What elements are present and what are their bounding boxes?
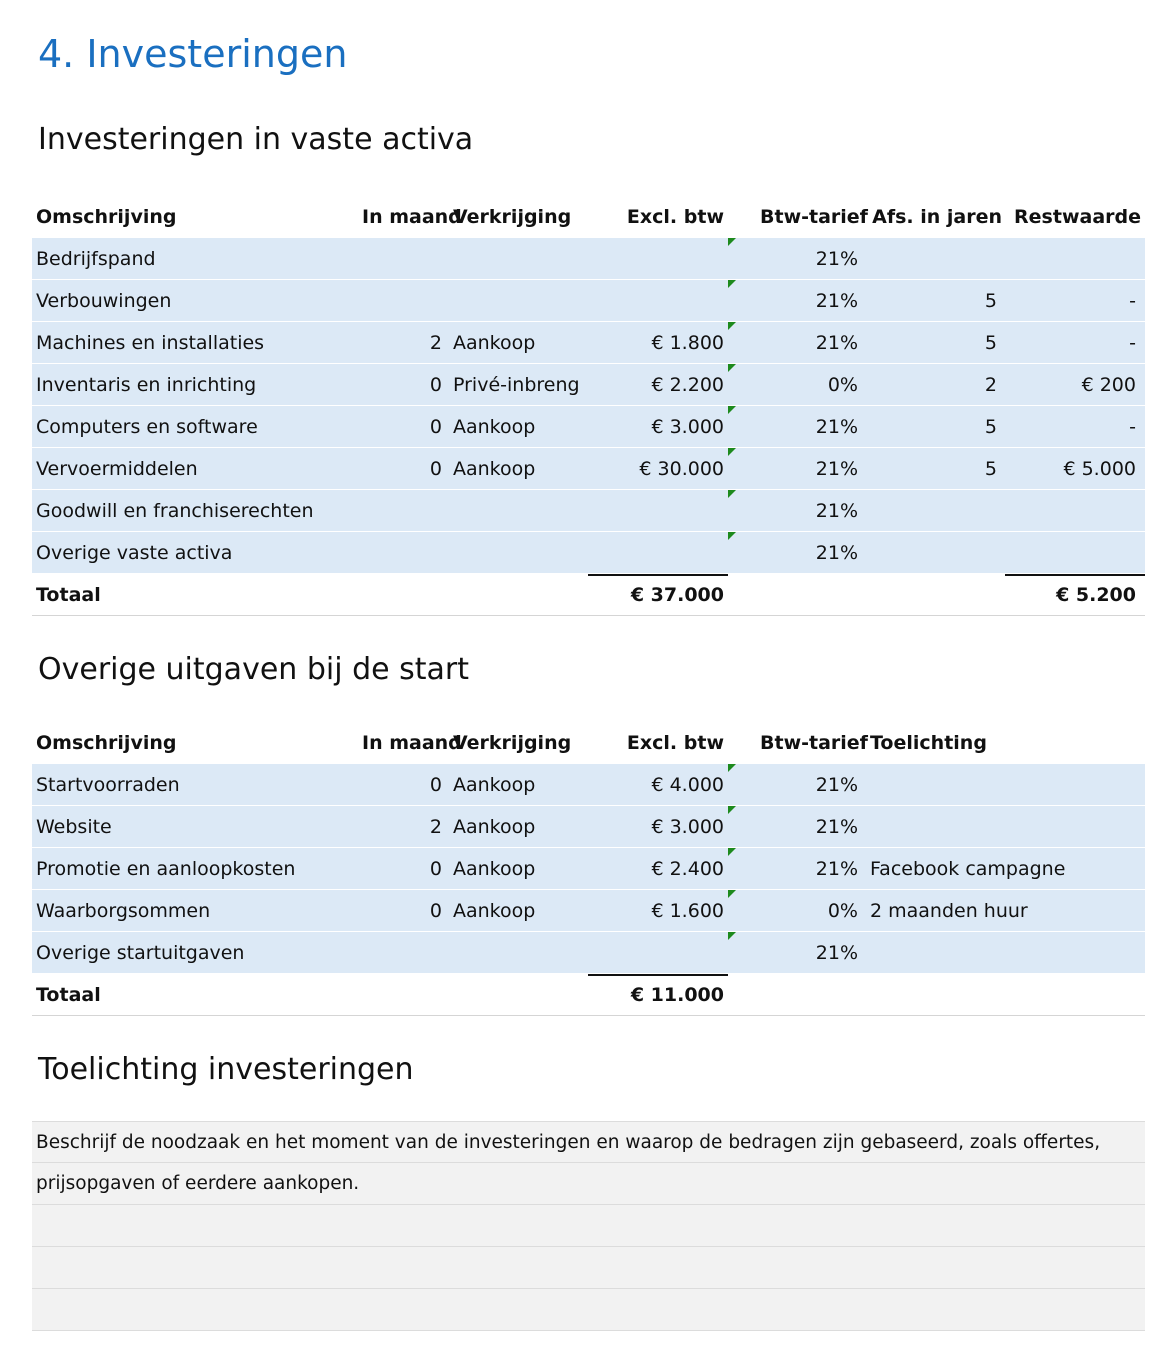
total-row [32, 974, 1145, 1016]
cell-btw-tarief: 21% [815, 416, 858, 438]
cell-in-maand[interactable] [362, 238, 442, 280]
cell-toelichting[interactable]: Facebook campagne [870, 858, 1066, 880]
comment-marker-icon[interactable] [728, 406, 736, 414]
cell-verkrijging[interactable]: Aankoop [453, 900, 536, 922]
cell-btw-tarief: 21% [815, 774, 858, 796]
cell-verkrijging[interactable] [453, 532, 598, 574]
cell-in-maand[interactable]: 0 [429, 458, 442, 480]
total-row [32, 574, 1145, 616]
cell-btw-tarief: 21% [815, 500, 858, 522]
cell-omschrijving: Goodwill en franchiserechten [36, 500, 314, 522]
comment-marker-icon[interactable] [728, 848, 736, 856]
cell-verkrijging[interactable] [453, 238, 598, 280]
cell-excl-btw[interactable] [602, 238, 724, 280]
toelichting-line[interactable] [32, 1205, 1145, 1247]
cell-omschrijving: Vervoermiddelen [36, 458, 198, 480]
cell-toelichting[interactable]: 2 maanden huur [870, 900, 1028, 922]
cell-in-maand[interactable] [362, 532, 442, 574]
table-row [32, 764, 1145, 806]
cell-verkrijging[interactable]: Aankoop [453, 816, 536, 838]
cell-excl-btw[interactable]: € 1.600 [651, 900, 724, 922]
cell-in-maand[interactable]: 2 [429, 332, 442, 354]
cell-excl-btw[interactable]: € 1.800 [651, 332, 724, 354]
total-underline [1005, 574, 1145, 576]
cell-omschrijving: Bedrijfspand [36, 248, 156, 270]
header-row [32, 722, 1145, 764]
cell-afs-jaren: 5 [984, 332, 997, 354]
cell-restwaarde: € 5.200 [1056, 584, 1136, 606]
cell-afs-jaren: 2 [984, 374, 997, 396]
cell-excl-btw[interactable]: € 2.400 [651, 858, 724, 880]
table-row [32, 848, 1145, 890]
cell-omschrijving: Verbouwingen [36, 290, 172, 312]
cell-toelichting[interactable] [870, 806, 1140, 848]
cell-restwaarde [1007, 238, 1136, 280]
section-title-overige-uitgaven: Overige uitgaven bij de start [38, 652, 469, 687]
cell-omschrijving: Computers en software [36, 416, 258, 438]
cell-excl-btw: € 11.000 [630, 984, 724, 1006]
cell-btw-tarief: 0% [827, 900, 858, 922]
header-in-maand: In maand [362, 732, 462, 754]
cell-btw-tarief: 21% [815, 458, 858, 480]
cell-omschrijving: Overige startuitgaven [36, 942, 245, 964]
table-row [32, 532, 1145, 574]
cell-verkrijging[interactable]: Aankoop [453, 332, 536, 354]
cell-afs-jaren [872, 238, 997, 280]
total-underline [588, 974, 728, 976]
table-row [32, 932, 1145, 974]
cell-in-maand[interactable] [362, 932, 442, 974]
header-afs-jaren: Afs. in jaren [872, 206, 1002, 228]
cell-omschrijving: Overige vaste activa [36, 542, 233, 564]
cell-restwaarde: - [1129, 290, 1136, 312]
table-row [32, 890, 1145, 932]
cell-excl-btw[interactable] [602, 932, 724, 974]
cell-in-maand[interactable]: 0 [429, 774, 442, 796]
cell-omschrijving: Inventaris en inrichting [36, 374, 257, 396]
overige-uitgaven-table [32, 722, 1145, 1016]
table-row [32, 280, 1145, 322]
header-excl-btw: Excl. btw [626, 732, 724, 754]
cell-btw-tarief: 0% [827, 374, 858, 396]
comment-marker-icon[interactable] [728, 532, 736, 540]
header-omschrijving: Omschrijving [36, 732, 177, 754]
table-row [32, 448, 1145, 490]
comment-marker-icon[interactable] [728, 448, 736, 456]
toelichting-line[interactable] [32, 1289, 1145, 1331]
section-title-vaste-activa: Investeringen in vaste activa [38, 122, 474, 157]
cell-btw-tarief: 21% [815, 290, 858, 312]
cell-excl-btw[interactable]: € 4.000 [651, 774, 724, 796]
table-row [32, 364, 1145, 406]
comment-marker-icon[interactable] [728, 238, 736, 246]
cell-afs-jaren: 5 [984, 416, 997, 438]
header-verkrijging: Verkrijging [453, 732, 572, 754]
cell-restwaarde: - [1129, 332, 1136, 354]
table-row [32, 490, 1145, 532]
table-row [32, 806, 1145, 848]
cell-btw-tarief: 21% [815, 332, 858, 354]
cell-btw-tarief: 21% [815, 542, 858, 564]
comment-marker-icon[interactable] [728, 490, 736, 498]
total-underline [588, 574, 728, 576]
cell-omschrijving: Promotie en aanloopkosten [36, 858, 296, 880]
toelichting-notes [32, 1121, 1145, 1331]
comment-marker-icon[interactable] [728, 890, 736, 898]
cell-in-maand[interactable]: 0 [429, 416, 442, 438]
cell-excl-btw[interactable]: € 2.200 [651, 374, 724, 396]
comment-marker-icon[interactable] [728, 806, 736, 814]
cell-btw-tarief: 21% [815, 858, 858, 880]
comment-marker-icon[interactable] [728, 932, 736, 940]
comment-marker-icon[interactable] [728, 280, 736, 288]
cell-btw-tarief: 21% [815, 816, 858, 838]
vaste-activa-table [32, 196, 1145, 616]
header-btw-tarief: Btw-tarief [760, 206, 868, 228]
cell-omschrijving: Totaal [36, 984, 101, 1006]
cell-omschrijving: Website [36, 816, 112, 838]
table-row [32, 238, 1145, 280]
cell-excl-btw[interactable]: € 3.000 [651, 416, 724, 438]
cell-afs-jaren [872, 490, 997, 532]
cell-excl-btw[interactable]: € 3.000 [651, 816, 724, 838]
cell-restwaarde: € 5.000 [1063, 458, 1136, 480]
cell-verkrijging[interactable]: Aankoop [453, 458, 536, 480]
header-btw-tarief: Btw-tarief [760, 732, 868, 754]
header-restwaarde: Restwaarde [1014, 206, 1141, 228]
cell-omschrijving: Machines en installaties [36, 332, 265, 354]
comment-marker-icon[interactable] [728, 764, 736, 772]
table-row [32, 322, 1145, 364]
header-row [32, 196, 1145, 238]
toelichting-line[interactable] [32, 1247, 1145, 1289]
toelichting-line[interactable]: prijsopgaven of eerdere aankopen. [32, 1163, 1145, 1205]
cell-in-maand[interactable]: 2 [429, 816, 442, 838]
cell-restwaarde: € 200 [1081, 374, 1136, 396]
comment-marker-icon[interactable] [728, 322, 736, 330]
cell-excl-btw[interactable]: € 30.000 [639, 458, 724, 480]
cell-afs-jaren: 5 [984, 290, 997, 312]
cell-restwaarde: - [1129, 416, 1136, 438]
cell-verkrijging[interactable]: Aankoop [453, 416, 536, 438]
cell-omschrijving: Waarborgsommen [36, 900, 211, 922]
cell-toelichting[interactable] [870, 932, 1140, 974]
table-row [32, 406, 1145, 448]
cell-in-maand[interactable]: 0 [429, 858, 442, 880]
cell-verkrijging[interactable]: Aankoop [453, 774, 536, 796]
cell-verkrijging[interactable]: Aankoop [453, 858, 536, 880]
cell-btw-tarief: 21% [815, 942, 858, 964]
cell-toelichting[interactable] [870, 764, 1140, 806]
header-in-maand: In maand [362, 206, 462, 228]
header-omschrijving: Omschrijving [36, 206, 177, 228]
cell-omschrijving: Startvoorraden [36, 774, 180, 796]
cell-verkrijging[interactable] [453, 280, 598, 322]
cell-in-maand[interactable]: 0 [429, 900, 442, 922]
cell-verkrijging[interactable] [453, 490, 598, 532]
cell-afs-jaren [872, 532, 997, 574]
cell-verkrijging[interactable] [453, 932, 598, 974]
cell-in-maand[interactable]: 0 [429, 374, 442, 396]
page-title: 4. Investeringen [38, 32, 348, 76]
comment-marker-icon[interactable] [728, 364, 736, 372]
cell-excl-btw[interactable] [602, 490, 724, 532]
header-verkrijging: Verkrijging [453, 206, 572, 228]
header-excl-btw: Excl. btw [626, 206, 724, 228]
cell-verkrijging[interactable]: Privé-inbreng [453, 374, 580, 396]
toelichting-line[interactable]: Beschrijf de noodzaak en het moment van de investeringen en waarop de bedragen zijn gebaseerd, zoals offertes, [32, 1121, 1145, 1163]
cell-afs-jaren: 5 [984, 458, 997, 480]
cell-btw-tarief: 21% [815, 248, 858, 270]
cell-restwaarde [1007, 532, 1136, 574]
header-toelichting: Toelichting [870, 732, 987, 754]
cell-excl-btw[interactable] [602, 280, 724, 322]
cell-excl-btw: € 37.000 [630, 584, 724, 606]
cell-in-maand[interactable] [362, 280, 442, 322]
cell-in-maand[interactable] [362, 490, 442, 532]
cell-excl-btw[interactable] [602, 532, 724, 574]
cell-restwaarde [1007, 490, 1136, 532]
section-title-toelichting: Toelichting investeringen [38, 1052, 414, 1087]
cell-omschrijving: Totaal [36, 584, 101, 606]
